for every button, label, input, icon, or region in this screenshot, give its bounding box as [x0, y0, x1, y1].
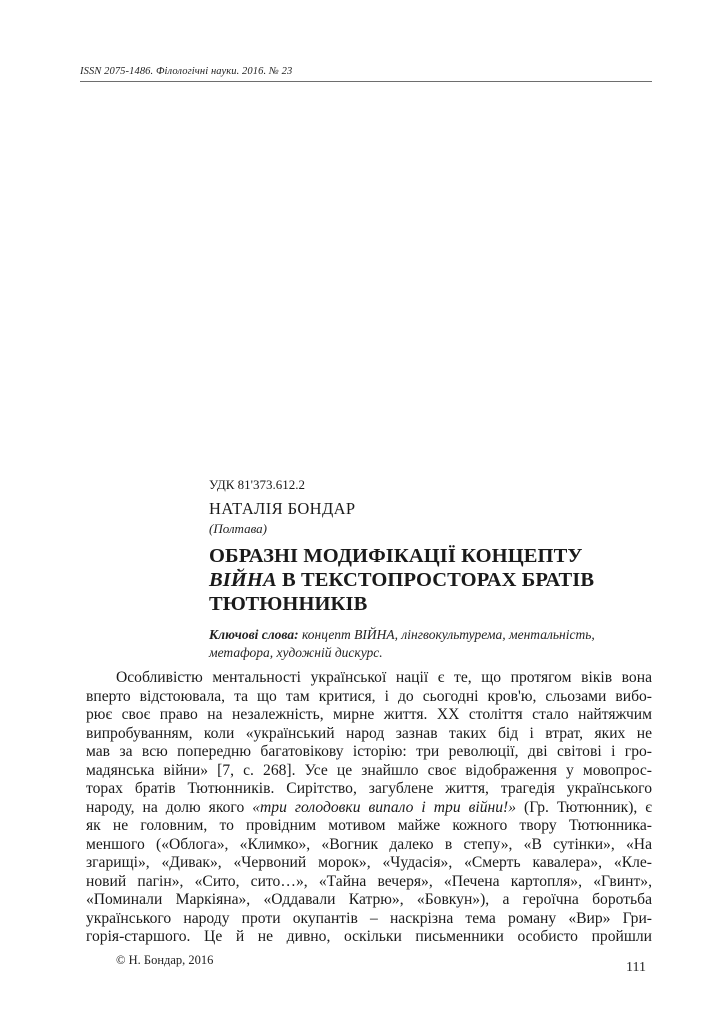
body-line	[86, 799, 652, 818]
body-line: торах братів Тютюнників. Сирітство, загублене життя, трагедія українського	[86, 780, 652, 797]
body-line: українського народу проти окупантів – наскрізна тема роману «Вир» Гри-	[86, 909, 652, 927]
body-line: мав за всю попередню багатовікову історію: три революції, дві світові і гро-	[86, 743, 652, 760]
body-line: згарищі», «Дивак», «Червоний морок», «Чудасія», «Смерть кавалера», «Кле-	[86, 854, 652, 871]
body-line: меншого («Облога», «Климко», «Вогник далеко в степу», «В сутінки», «На	[86, 835, 652, 853]
title-line-1: ОБРАЗНІ МОДИФІКАЦІЇ КОНЦЕПТУ	[209, 545, 583, 567]
running-header: ISSN 2075-1486. Філологічні науки. 2016. № 23	[80, 66, 293, 77]
body-line: вперто відстоювала, та що там критися, і до сьогодні кров'ю, сльозами вибо-	[86, 687, 652, 705]
keywords-label: Ключові слова:	[209, 627, 299, 642]
body-line: новий пагін», «Сито, сито…», «Тайна вечеря», «Печена картопля», «Гвинт»,	[86, 872, 652, 890]
author-city: (Полтава)	[209, 521, 267, 536]
title-line-2-rest: В ТЕКСТОПРОСТОРАХ БРАТІВ	[276, 569, 595, 591]
body-line: горія-старшого. Це й не дивно, оскільки письменники особисто пройшли	[86, 928, 652, 945]
page-number: 111	[626, 960, 646, 975]
body-line: рює своє право на незалежність, мирне життя. XX століття стало найтяжчим	[86, 706, 652, 723]
title-line-2	[209, 568, 649, 592]
keywords	[209, 626, 654, 661]
keywords-text: концепт ВІЙНА, лінгвокультурема, ментальність, метафора, художній дискурс.	[209, 627, 595, 660]
body-paragraph	[86, 669, 652, 947]
udk-code: УДК 81'373.612.2	[209, 477, 306, 492]
body-line: як не головним, то провідним мотивом майже кожного твору Тютюнника-	[86, 817, 652, 834]
body-quote: «три голодовки випало і три війни!»	[252, 798, 517, 816]
body-line: Особливістю ментальності української нації є те, що протягом віків вона	[116, 669, 652, 686]
body-line-part: (Гр. Тютюнник), є	[516, 798, 652, 816]
header-rule	[80, 81, 652, 82]
body-line: випробуванням, коли «український народ зазнав таких бід і втрат, яких не	[86, 724, 652, 742]
body-line-part: народу, на долю якого	[86, 798, 253, 816]
author-name: НАТАЛІЯ БОНДАР	[209, 499, 356, 518]
body-line: «Поминали Маркіяна», «Оддавали Катрю», «Бовкун»), а героїчна боротьба	[86, 891, 652, 908]
body-line: мадянська війни» [7, с. 268]. Усе це знайшло своє відображення у мовопрос-	[86, 761, 652, 779]
article-title	[209, 544, 649, 616]
title-line-3: ТЮТЮННИКІВ	[209, 593, 368, 615]
title-concept-word: ВІЙНА	[209, 569, 277, 591]
copyright: © Н. Бондар, 2016	[116, 953, 214, 967]
